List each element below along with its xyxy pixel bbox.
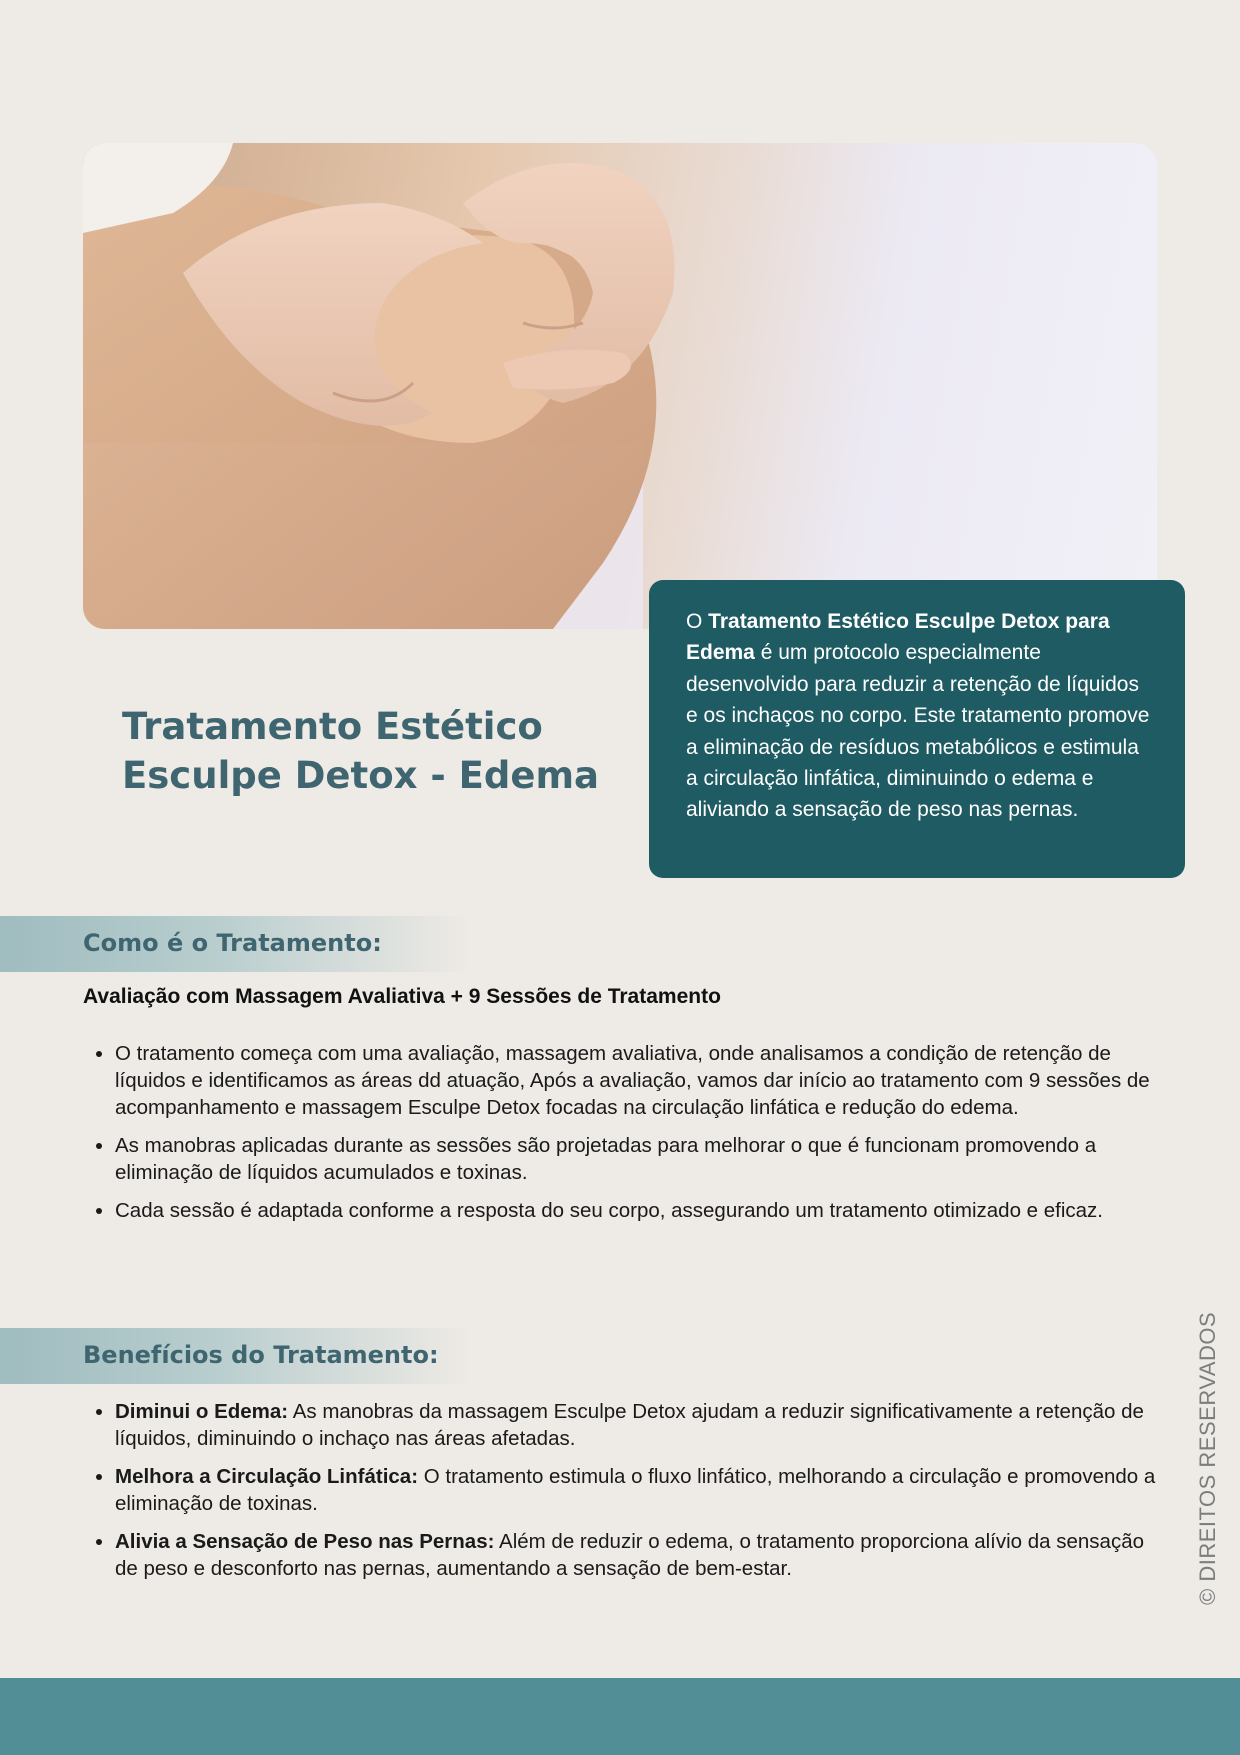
list-item: • As manobras aplicadas durante as sessões são projetadas para melhorar o que é funcionam promovendo a eliminação de líquidos acumulados e toxinas. xyxy=(115,1132,1158,1186)
list-item: • O tratamento começa com uma avaliação, massagem avaliativa, onde analisamos a condição de retenção de líquidos e identificamos as áreas dd atuação, Após a avaliação, vamos dar início ao tratamento com 9 sessões de acompanhamento e massagem Esculpe Detox focadas na circulação linfática e redução do edema. xyxy=(115,1040,1158,1121)
benefit-title: Melhora a Circulação Linfática: xyxy=(115,1465,419,1488)
benefit-text: O tratamento estimula o fluxo linfático, melhorando a circulação e promovendo a eliminação de toxinas. xyxy=(115,1465,1156,1515)
section-heading-benefits: Benefícios do Tratamento: xyxy=(83,1341,439,1369)
intro-rest: é um protocolo especialmente desenvolvido para reduzir a retenção de líquidos e os inchaços no corpo. Este tratamento promove a eliminação de resíduos metabólicos e estimula a circulação linfática, diminuindo o edema e aliviando a sensação de peso nas pernas. xyxy=(686,641,1150,822)
intro-bold-name: Tratamento Estético Esculpe Detox para Edema xyxy=(686,610,1110,665)
list-item: • Cada sessão é adaptada conforme a resposta do seu corpo, assegurando um tratamento otimizado e eficaz. xyxy=(115,1197,1158,1224)
benefit-title: Alivia a Sensação de Peso nas Pernas: xyxy=(115,1530,495,1553)
treatment-subtitle: Avaliação com Massagem Avaliativa + 9 Sessões de Tratamento xyxy=(83,985,721,1008)
page-title-line1: Tratamento Estético xyxy=(122,705,543,748)
massage-photo-illustration xyxy=(83,143,1157,629)
benefit-text: As manobras da massagem Esculpe Detox ajudam a reduzir significativamente a retenção de líquidos, diminuindo o inchaço nas áreas afetadas. xyxy=(115,1400,1144,1450)
list-item xyxy=(115,1398,1158,1452)
list-item xyxy=(115,1463,1158,1517)
intro-prefix: O xyxy=(686,610,709,633)
intro-description-box xyxy=(649,580,1185,878)
page-title xyxy=(122,702,599,800)
page-title-line2: Esculpe Detox - Edema xyxy=(122,754,599,797)
benefits-list xyxy=(83,1398,1158,1593)
hero-image xyxy=(83,143,1157,629)
section-heading-treatment: Como é o Tratamento: xyxy=(83,929,382,957)
footer-bar xyxy=(0,1678,1240,1755)
benefit-text: Além de reduzir o edema, o tratamento proporciona alívio da sensação de peso e desconforto nas pernas, aumentando a sensação de bem-estar. xyxy=(115,1530,1144,1580)
benefit-title: Diminui o Edema: xyxy=(115,1400,289,1423)
list-item xyxy=(115,1528,1158,1582)
copyright-notice: © DIREITOS RESERVADOS xyxy=(1195,1311,1220,1605)
treatment-steps-list xyxy=(83,1040,1158,1235)
